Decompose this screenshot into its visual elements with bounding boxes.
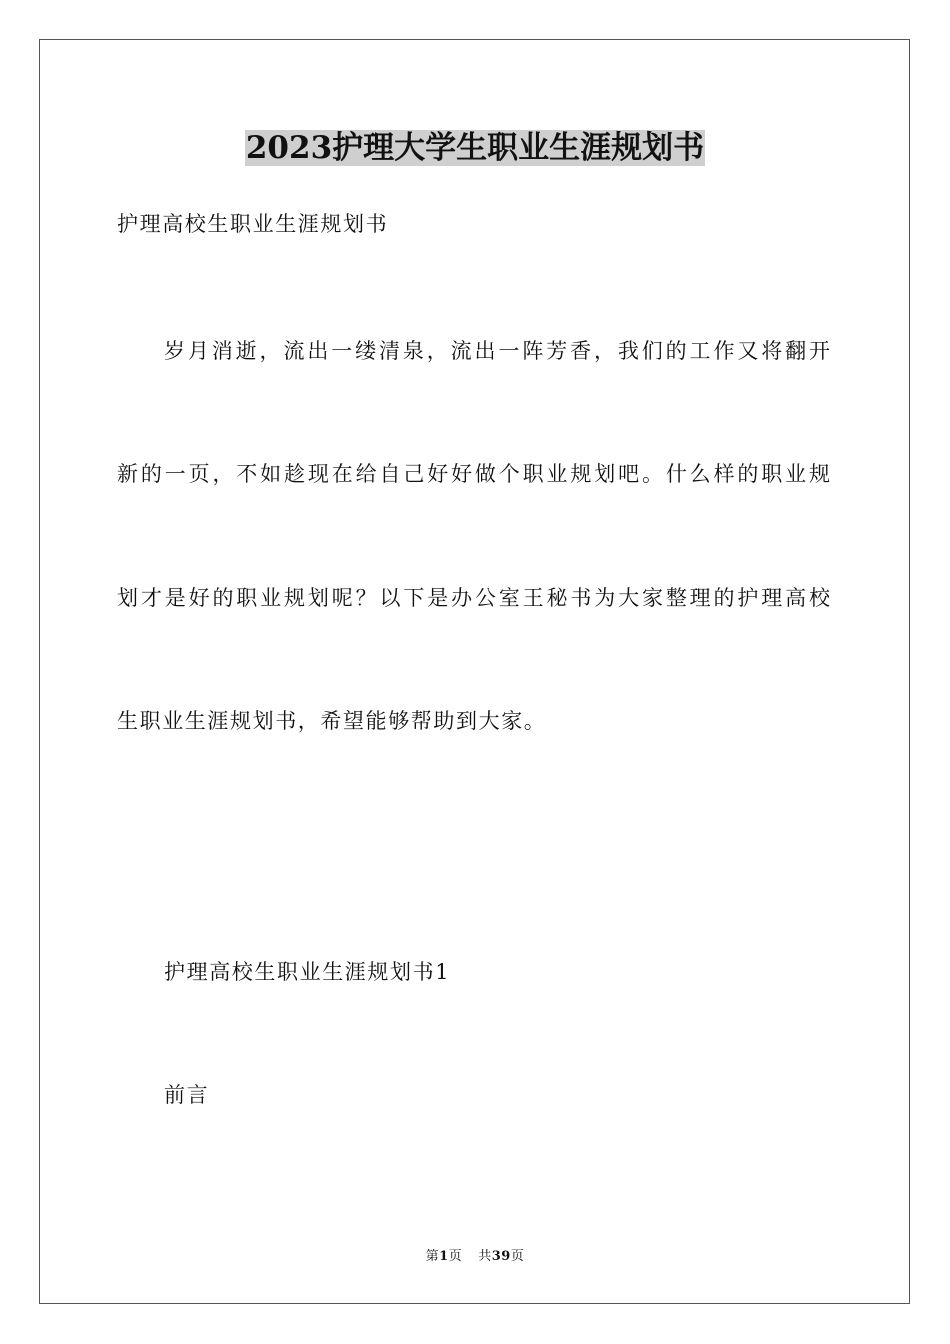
- document-title-text: 2023护理大学生职业生涯规划书: [245, 130, 705, 166]
- document-subtitle: 护理高校生职业生涯规划书: [117, 212, 389, 236]
- footer-page-prefix: 第: [425, 1249, 440, 1264]
- page-footer: [0, 1247, 950, 1267]
- footer-total-suffix: 页: [510, 1249, 525, 1264]
- preface-heading: 前言: [164, 1083, 210, 1107]
- paragraph-line-4: 生职业生涯规划书，希望能够帮助到大家。: [117, 709, 547, 733]
- footer-page-total: 39: [491, 1249, 511, 1264]
- paragraph-line-3: 划才是好的职业规划呢？以下是办公室王秘书为大家整理的护理高校: [117, 586, 830, 610]
- section-heading: 护理高校生职业生涯规划书1: [164, 960, 451, 984]
- document-title: [0, 124, 950, 172]
- footer-page-suffix: 页: [448, 1249, 463, 1264]
- paragraph-line-2: 新的一页，不如趁现在给自己好好做个职业规划吧。什么样的职业规: [117, 462, 830, 486]
- footer-page-current: 1: [439, 1249, 449, 1264]
- paragraph-line-1: 岁月消逝，流出一缕清泉，流出一阵芳香，我们的工作又将翻开: [164, 339, 830, 363]
- footer-total-prefix: 共: [478, 1249, 492, 1264]
